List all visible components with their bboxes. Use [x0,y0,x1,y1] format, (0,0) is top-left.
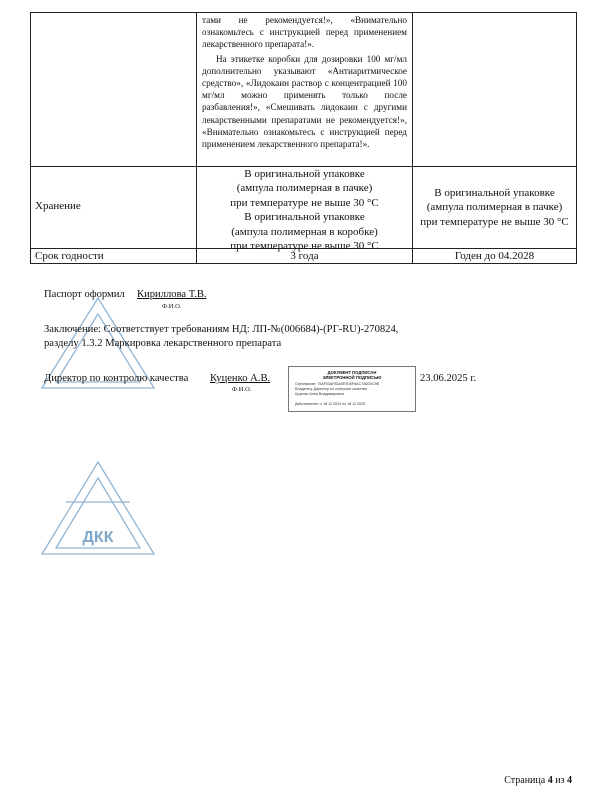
specification-table [30,12,577,264]
storage-result-line-3: при температуре не выше 30 °С [420,215,569,228]
storage-label: Хранение [35,200,81,212]
storage-spec-line-1: В оригинальной упаковке [244,168,365,180]
e-signature-certificate: Сертификат: 75AF03AF83A0E9D6F8AC7A6D0C9B [295,382,380,386]
page-number-prefix: Страница [504,775,546,786]
storage-spec-line-2: (ампула полимерная в пачке) [236,182,373,195]
shelf-life-label: Срок годности [35,250,104,262]
page-number-current: 4 [547,775,553,786]
passport-author-name: Кириллова Т.В. [137,289,207,300]
passport-label: Паспорт оформил [44,289,125,300]
table-border-left [30,12,31,264]
director-signature-date: 23.06.2025 г. [420,373,477,384]
labeling-paragraph-1: тами не рекомендуется!», «Внимательно ознакомьтесь с инструкцией перед применением лекарственного препарата!». [202,15,407,50]
e-signature-person: Куценко Анна Владимировна [295,392,344,396]
storage-conditions-specification [197,167,412,253]
director-fio-caption: Ф.И.О. [232,386,252,393]
e-signature-title-line-1: ДОКУМЕНТ ПОДПИСАН [327,370,377,375]
storage-result-line-2: (ампула полимерная в пачке) [426,201,563,214]
electronic-signature-box [288,366,416,412]
conclusion-line-2: разделу 1.3.2 Маркировка лекарственного препарата [44,338,282,349]
storage-spec-line-5: (ампула полимерная в коробке) [231,225,378,238]
page-number-total: 4 [567,775,572,786]
table-border-top [30,12,577,13]
storage-spec-line-3: при температуре не выше 30 °С [230,196,379,209]
e-signature-validity: Действителен: с 18.12.2024 по 18.12.2025 [295,402,366,406]
e-signature-title [289,370,415,380]
storage-spec-line-6: при температуре не выше 30 °С [230,240,379,253]
labeling-text-cell [202,14,407,150]
director-label: Директор по контролю качества [44,373,189,384]
director-name: Куценко А.В. [210,373,271,384]
storage-spec-line-4: В оригинальной упаковке [244,211,365,224]
e-signature-title-line-2: ЭЛЕКТРОННОЙ ПОДПИСЬЮ [322,375,382,380]
stamp-text: ДКК [82,529,114,546]
storage-conditions-result [413,186,576,229]
e-signature-owner: Владелец: Директор по контролю качества [295,387,367,391]
table-border-right [576,12,577,264]
shelf-life-result: Годен до 04.2028 [454,250,535,262]
shelf-life-specification: 3 года [290,250,319,262]
passport-fio-caption: Ф.И.О. [162,303,182,310]
labeling-paragraph-2: На этикетке коробки для дозировки 100 мг/мл дополнительно указывают «Антиаритмическое средство», «Лидокаин раствор с концентрацией 100 мг/мл можно применять только после разбавления!», «Смешивать лидокаин с другими лекарственными препаратами не рекомендуется!», «Внимательно ознакомьтесь с инструкцией перед применением лекарственного препарата!». [202,53,407,150]
storage-result-line-1: В оригинальной упаковке [434,187,555,199]
page-number-middle: из [555,775,565,786]
conclusion-line-1: Заключение: Соответствует требованиям НД: ЛП-№(006684)-(РГ-RU)-270824, [44,324,399,335]
page-number [504,775,572,786]
